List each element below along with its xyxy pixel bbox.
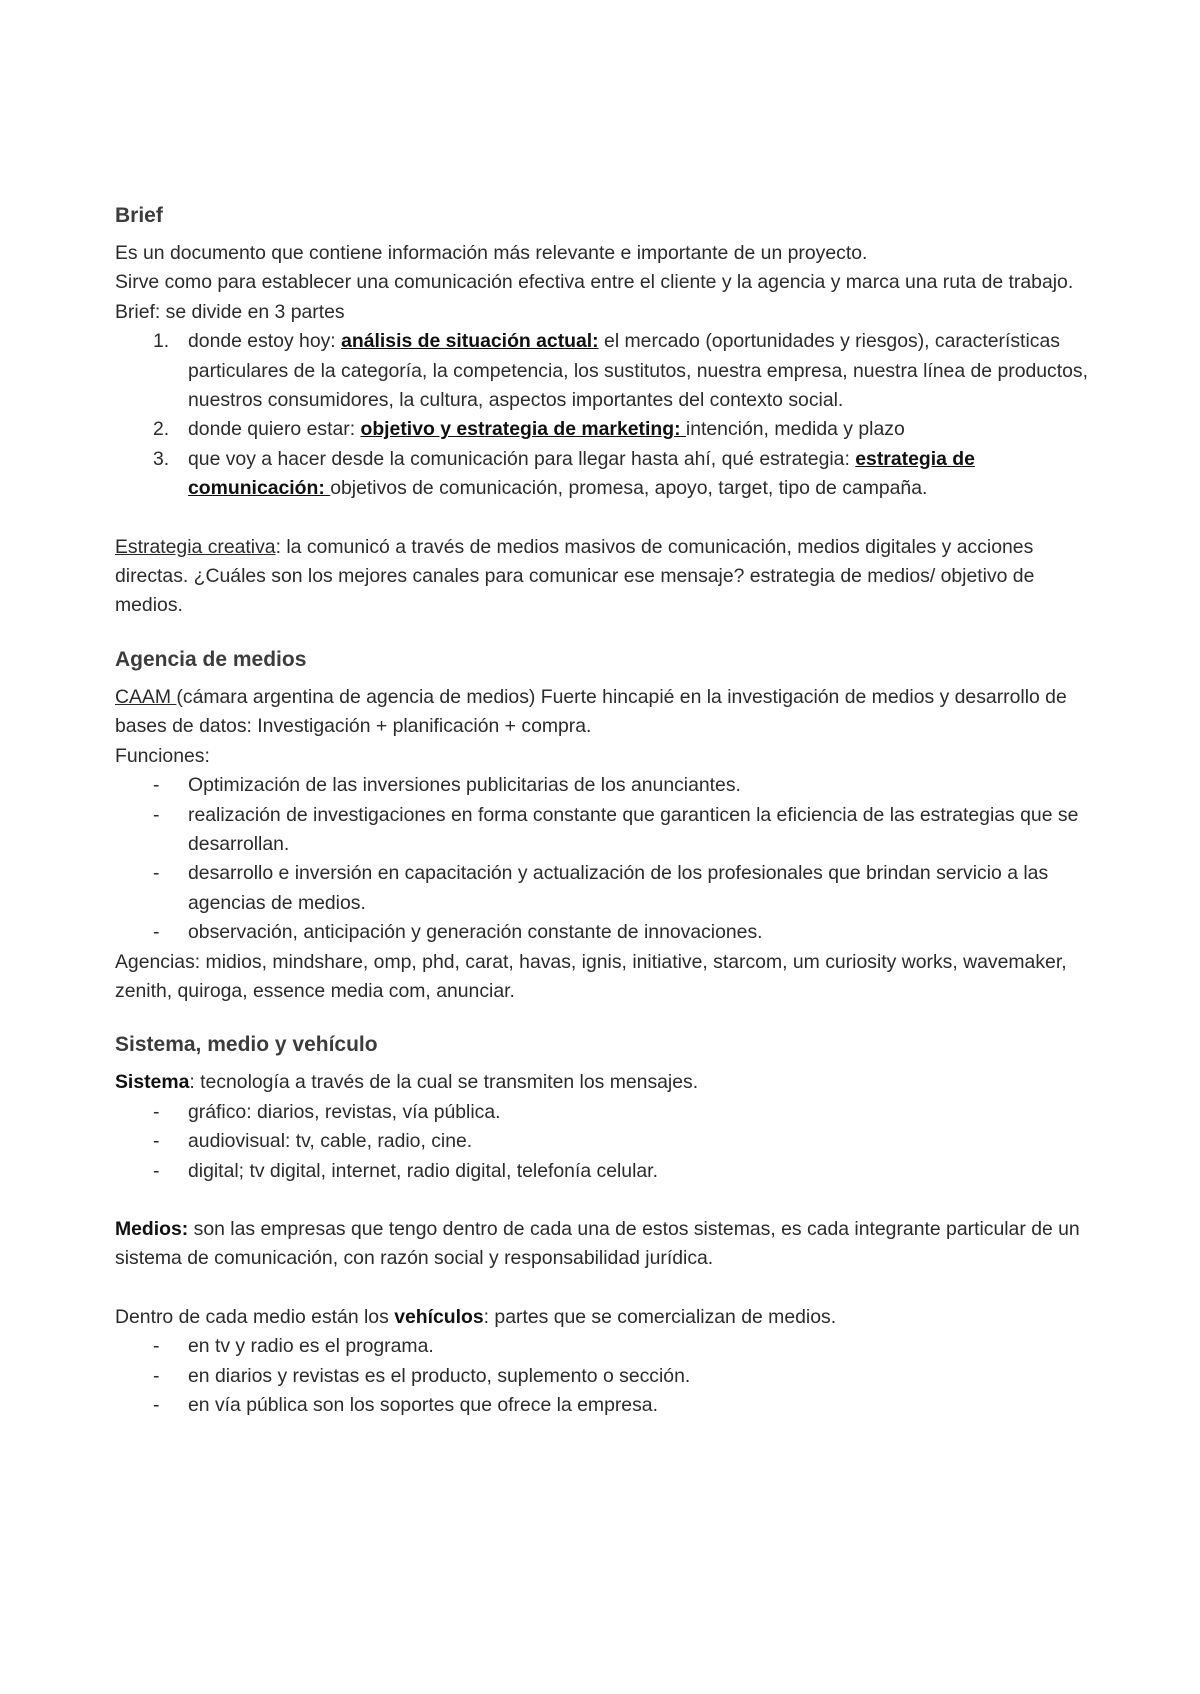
list-item (115, 1157, 1105, 1186)
item-text: objetivos de comunicación, promesa, apoyo, target, tipo de campaña. (330, 477, 928, 500)
heading-agencia-de-medios: Agencia de medios (115, 647, 307, 671)
list-item (115, 1362, 1105, 1391)
item-text: donde estoy hoy: (188, 330, 342, 353)
item-strong: objetivo y estrategia de marketing: (360, 418, 686, 441)
medios-paragraph (115, 1215, 1105, 1274)
brief-intro-3: Brief: se divide en 3 partes (115, 300, 345, 323)
bullet-dash: - (153, 1159, 160, 1182)
list-item (115, 859, 1105, 918)
bullet-dash: - (153, 862, 160, 885)
list-item (115, 801, 1105, 860)
vehiculos-paragraph (115, 1303, 1105, 1332)
bullet-dash: - (153, 1364, 160, 1387)
item-text: digital; tv digital, internet, radio digital, telefonía celular. (188, 1159, 658, 1182)
list-item (115, 1391, 1105, 1420)
medios-label: Medios: (115, 1217, 189, 1240)
heading-brief: Brief (115, 204, 163, 227)
item-text: Optimización de las inversiones publicitarias de los anunciantes. (188, 774, 741, 797)
funciones-label: Funciones: (115, 744, 210, 767)
item-text: desarrollo e inversión en capacitación y actualización de los profesionales que brindan servicio a las agencias de medios. (188, 862, 1049, 914)
list-number: 1. (153, 330, 170, 353)
item-text: donde quiero estar: (188, 418, 361, 441)
medios-text: son las empresas que tengo dentro de cada una de estos sistemas, es cada integrante particular de un sistema de comunicación, con razón social y responsabilidad jurídica. (115, 1217, 1080, 1270)
bullet-dash: - (153, 1100, 160, 1123)
list-item (115, 918, 1105, 947)
sistema-label: Sistema (115, 1071, 190, 1094)
brief-intro-2: Sirve como para establecer una comunicación efectiva entre el cliente y la agencia y marca una ruta de trabajo. (115, 271, 1074, 294)
list-item (115, 1098, 1105, 1127)
item-strong: análisis de situación actual: (341, 330, 599, 353)
list-number: 3. (153, 447, 170, 470)
item-text: en tv y radio es el programa. (188, 1335, 434, 1358)
item-text: realización de investigaciones en forma constante que garanticen la eficiencia de las estrategias que se desarrollan. (188, 803, 1079, 855)
sistema-paragraph (115, 1068, 1105, 1097)
bullet-dash: - (153, 1335, 160, 1358)
bullet-dash: - (153, 1130, 160, 1153)
funciones-list (115, 771, 1105, 947)
bullet-dash: - (153, 1394, 160, 1416)
creative-strategy-label: Estrategia creativa (115, 535, 276, 558)
item-text: el mercado (oportunidades y riesgos), características particulares de la categoría, la competencia, los sustitutos, nuestra empresa, nuestra línea de productos, nuestros consumidores, la cultura, aspectos importantes del contexto social. (188, 330, 1089, 412)
vehiculos-list (115, 1332, 1105, 1420)
brief-intro-1: Es un documento que contiene información más relevante e importante de un proyecto. (115, 242, 868, 264)
list-number: 2. (153, 418, 170, 441)
list-item (115, 1127, 1105, 1156)
item-strong: estrategia de comunicación: (188, 447, 975, 500)
list-item (115, 327, 1105, 415)
brief-numbered-list (115, 327, 1105, 503)
bullet-dash: - (153, 803, 160, 826)
vehiculos-label: vehículos (394, 1305, 484, 1328)
list-item (115, 415, 1105, 444)
vehiculos-pre: Dentro de cada medio están los (115, 1305, 395, 1328)
item-text: en vía pública son los soportes que ofrece la empresa. (188, 1394, 658, 1416)
item-text: que voy a hacer desde la comunicación para llegar hasta ahí, qué estrategia: (188, 447, 856, 470)
creative-strategy-text: : la comunicó a través de medios masivos de comunicación, medios digitales y acciones directas. ¿Cuáles son los mejores canales para comunicar ese mensaje? estrategia de medios/ objetivo de medios. (115, 535, 1035, 617)
caam-text: (cámara argentina de agencia de medios) Fuerte hincapié en la investigación de medios y desarrollo de bases de datos: Investigación + planificación + compra. (115, 685, 1067, 738)
item-text: en diarios y revistas es el producto, suplemento o sección. (188, 1364, 691, 1387)
item-text: gráfico: diarios, revistas, vía pública. (188, 1100, 501, 1123)
item-text: observación, anticipación y generación constante de innovaciones. (188, 921, 763, 944)
sistema-text: : tecnología a través de la cual se transmiten los mensajes. (189, 1071, 699, 1094)
list-item (115, 445, 1105, 504)
list-item (115, 1332, 1105, 1361)
bullet-dash: - (153, 774, 160, 797)
bullet-dash: - (153, 921, 160, 944)
heading-sistema-medio-vehiculo: Sistema, medio y vehículo (115, 1033, 378, 1057)
agencias-paragraph: Agencias: midios, mindshare, omp, phd, carat, havas, ignis, initiative, starcom, um curiosity works, wavemaker, zenith, quiroga, essence media com, anunciar. (115, 950, 1067, 1002)
vehiculos-text: : partes que se comercializan de medios. (483, 1305, 837, 1328)
list-item (115, 771, 1105, 800)
item-text: audiovisual: tv, cable, radio, cine. (188, 1130, 473, 1153)
creative-strategy-paragraph (115, 533, 1105, 621)
item-text: intención, medida y plazo (685, 418, 905, 441)
caam-paragraph (115, 683, 1105, 742)
document-page (115, 203, 1105, 1420)
sistema-list (115, 1098, 1105, 1186)
caam-label: CAAM (115, 685, 177, 708)
